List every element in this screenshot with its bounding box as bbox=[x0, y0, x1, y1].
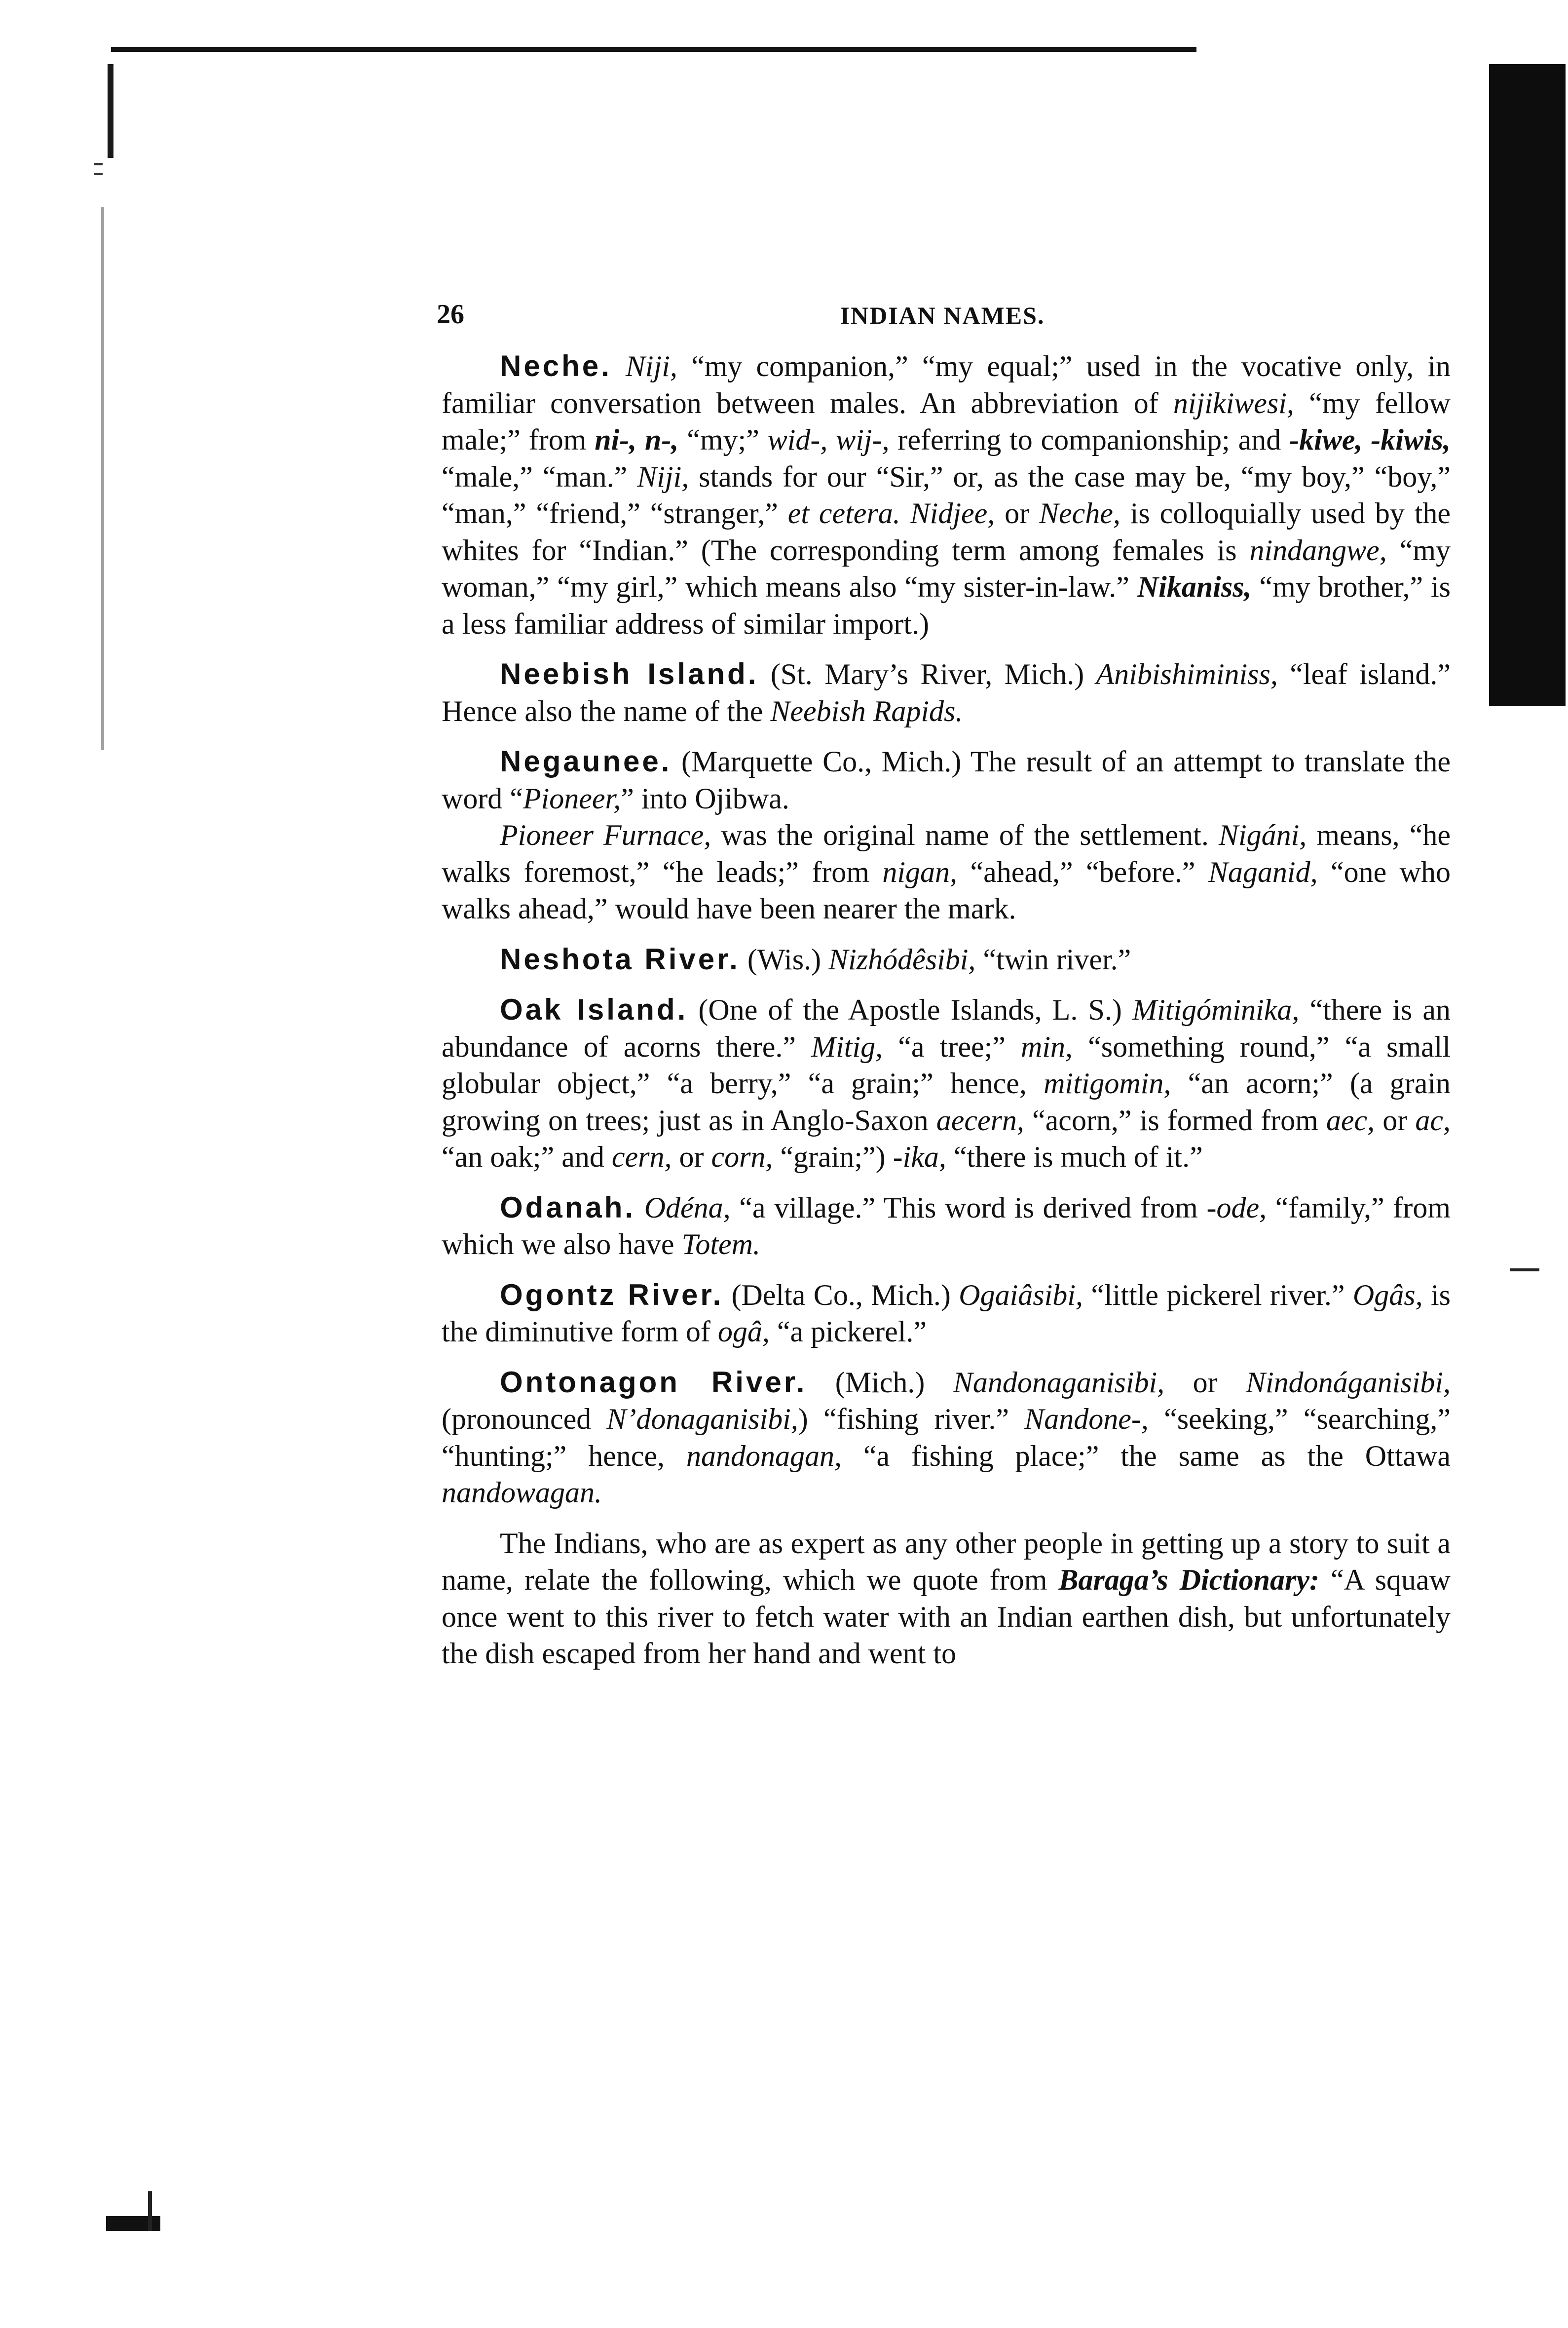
italic-term: cern, bbox=[611, 1141, 672, 1173]
italic-term: Neche, bbox=[1039, 497, 1120, 530]
text: stands for our “Sir,” or, as the case may be, “my boy,” “boy,” “man,” “friend,” “stranger,” bbox=[442, 460, 1451, 530]
text: “a pickerel.” bbox=[769, 1315, 927, 1348]
text: (Wis.) bbox=[740, 943, 829, 976]
text: “a village.” This word is derived from bbox=[730, 1191, 1207, 1224]
text: means, “he walks foremost,” “he leads;” from bbox=[442, 819, 1451, 888]
entry-neebish-island bbox=[442, 656, 1451, 729]
scan-edge-left bbox=[108, 64, 113, 158]
text: “a fishing place;” the same as the Ottawa bbox=[841, 1439, 1451, 1472]
italic-term: et cetera. bbox=[787, 497, 900, 530]
running-title: INDIAN NAMES. bbox=[840, 302, 1045, 329]
entry-neche bbox=[442, 348, 1451, 642]
text: “leaf island.” Hence also the name of the bbox=[442, 658, 1451, 727]
text: “ahead,” “before.” bbox=[957, 855, 1208, 888]
italic-term: Nigáni, bbox=[1218, 819, 1307, 851]
text: is the diminutive form of bbox=[442, 1278, 1451, 1348]
italic-term: nijikiwesi, bbox=[1173, 386, 1294, 420]
italic-term: nandonagan, bbox=[686, 1439, 842, 1472]
scan-mark bbox=[94, 173, 103, 175]
italic-term: corn, bbox=[711, 1141, 773, 1173]
italic-term: Mitigóminika, bbox=[1132, 993, 1300, 1026]
scan-edge-right bbox=[1489, 64, 1566, 706]
italic-term: Nandonaganisibi, bbox=[953, 1366, 1165, 1399]
scan-blot bbox=[148, 2191, 152, 2231]
entry-oak-island bbox=[442, 992, 1451, 1176]
page-header bbox=[437, 299, 1448, 333]
italic-term: Nidjee, bbox=[910, 497, 995, 530]
headword: Neshota River. bbox=[500, 942, 740, 976]
italic-term: Odéna, bbox=[644, 1191, 731, 1224]
text: “there is an abundance of acorns there.” bbox=[442, 993, 1451, 1063]
text: “there is much of it.” bbox=[946, 1141, 1203, 1173]
italic-term: Ogâs, bbox=[1352, 1278, 1423, 1311]
text: ” into Ojibwa. bbox=[621, 782, 789, 815]
italic-term: Pioneer, bbox=[523, 782, 621, 815]
italic-term: mitigomin, bbox=[1044, 1067, 1171, 1100]
text: “my companion,” “my equal;” used in the vocative only, in familiar conversation between males. An abbreviation of bbox=[442, 350, 1451, 420]
paragraph-ontonagon-story bbox=[442, 1525, 1451, 1672]
scan-mark bbox=[94, 163, 103, 165]
italic-term: Mitig, bbox=[811, 1030, 883, 1063]
italic-term: nandowagan. bbox=[442, 1476, 602, 1509]
text: “an acorn;” (a grain growing on trees; just as in Anglo-Saxon bbox=[442, 1067, 1451, 1137]
text: or bbox=[1375, 1104, 1416, 1137]
entry-ontonagon-river bbox=[442, 1364, 1451, 1511]
page-number: 26 bbox=[437, 299, 464, 330]
entry-negaunee bbox=[442, 743, 1451, 817]
italic-term: Totem. bbox=[681, 1228, 761, 1260]
italic-term: ac, bbox=[1415, 1104, 1451, 1137]
scan-edge-left-faint bbox=[101, 207, 104, 750]
text: “grain;”) bbox=[773, 1141, 893, 1173]
entry-neshota-river bbox=[442, 941, 1451, 978]
text: ) “fishing river.” bbox=[798, 1403, 1025, 1435]
text bbox=[612, 350, 626, 382]
entry-ogontz-river bbox=[442, 1277, 1451, 1350]
italic-term: nindangwe, bbox=[1249, 534, 1387, 567]
text: “my;” bbox=[678, 423, 768, 456]
italic-term: Niji, bbox=[625, 350, 677, 382]
italic-term: aecern, bbox=[936, 1104, 1024, 1137]
text: referring to companionship; and bbox=[889, 423, 1290, 456]
text: “little pickerel river.” bbox=[1083, 1278, 1353, 1311]
italic-term: N’donaganisibi, bbox=[606, 1403, 798, 1435]
italic-term: Nikaniss, bbox=[1137, 571, 1252, 603]
italic-term: Neebish Rapids. bbox=[770, 694, 963, 727]
text bbox=[900, 497, 910, 530]
text: (One of the Apostle Islands, L. S.) bbox=[688, 993, 1133, 1026]
scan-mark bbox=[1510, 1268, 1539, 1271]
text: is colloquially used by the whites for “Indian.” (The corresponding term among females is bbox=[442, 497, 1451, 567]
italic-term: Ogaiâsibi, bbox=[959, 1278, 1083, 1311]
italic-term: -ika, bbox=[893, 1141, 946, 1173]
text: “seeking,” “searching,” “hunting;” hence, bbox=[442, 1403, 1451, 1472]
italic-term: Nindonáganisibi, bbox=[1245, 1366, 1451, 1399]
headword: Negaunee. bbox=[500, 745, 672, 778]
entry-negaunee-continued bbox=[442, 817, 1451, 927]
italic-term: Naganid, bbox=[1208, 855, 1318, 888]
italic-term: Nizhódêsibi, bbox=[828, 943, 976, 976]
italic-term: Anibishiminiss, bbox=[1096, 658, 1278, 690]
text: (St. Mary’s River, Mich.) bbox=[758, 658, 1096, 690]
italic-term: Pioneer Furnace, bbox=[500, 819, 711, 851]
entry-odanah bbox=[442, 1189, 1451, 1263]
text: “acorn,” is formed from bbox=[1024, 1104, 1326, 1137]
text: “my brother,” is a less familiar address of similar import.) bbox=[442, 571, 1451, 640]
italic-term: wid-, wij-, bbox=[767, 423, 890, 456]
italic-term: Niji, bbox=[637, 460, 689, 493]
italic-term: -ode, bbox=[1206, 1191, 1267, 1224]
headword: Oak Island. bbox=[500, 993, 688, 1026]
text: “my woman,” “my girl,” which means also “my sister-in-law.” bbox=[442, 534, 1451, 603]
italic-term: Baraga’s Dictionary: bbox=[1058, 1564, 1320, 1596]
italic-term: Nandone-, bbox=[1024, 1403, 1149, 1435]
text: or bbox=[995, 497, 1039, 530]
text: “family,” from which we also have bbox=[442, 1191, 1451, 1260]
text: was the original name of the settlement. bbox=[711, 819, 1219, 851]
text: The Indians, who are as expert as any other people in getting up a story to suit a name, relate the following, which we quote from bbox=[442, 1527, 1451, 1596]
text: “A squaw once went to this river to fetch water with an Indian earthen dish, but unfortunately the dish escaped from her hand and went to bbox=[442, 1564, 1451, 1670]
page-body bbox=[442, 348, 1451, 1686]
text: (Marquette Co., Mich.) The result of an attempt to translate the word “ bbox=[442, 745, 1451, 815]
text: or bbox=[1164, 1366, 1246, 1399]
text: (Mich.) bbox=[807, 1366, 953, 1399]
text: “male,” “man.” bbox=[442, 460, 637, 493]
headword: Ontonagon River. bbox=[500, 1365, 807, 1399]
text: “a tree;” bbox=[883, 1030, 1021, 1063]
text bbox=[635, 1191, 644, 1224]
headword: Ogontz River. bbox=[500, 1278, 724, 1311]
italic-term: nigan, bbox=[882, 855, 958, 888]
text: “an oak;” and bbox=[442, 1141, 612, 1173]
headword: Odanah. bbox=[500, 1190, 636, 1224]
scan-edge-top bbox=[111, 47, 1196, 52]
text: “one who walks ahead,” would have been nearer the mark. bbox=[442, 855, 1451, 925]
text: (Delta Co., Mich.) bbox=[723, 1278, 959, 1311]
headword: Neche. bbox=[500, 349, 612, 382]
scan-blot bbox=[106, 2216, 160, 2231]
text: “my fellow male;” from bbox=[442, 386, 1451, 456]
text: or bbox=[672, 1141, 711, 1173]
text: “something round,” “a small globular object,” “a berry,” “a grain;” hence, bbox=[442, 1030, 1451, 1100]
text: (pronounced bbox=[442, 1403, 607, 1435]
italic-term: aec, bbox=[1326, 1104, 1375, 1137]
italic-term: -kiwe, -kiwis, bbox=[1289, 423, 1451, 456]
italic-term: min, bbox=[1021, 1030, 1073, 1063]
italic-term: ni-, n-, bbox=[595, 423, 679, 456]
text: “twin river.” bbox=[975, 943, 1131, 976]
headword: Neebish Island. bbox=[500, 657, 759, 690]
italic-term: ogâ, bbox=[717, 1315, 770, 1348]
